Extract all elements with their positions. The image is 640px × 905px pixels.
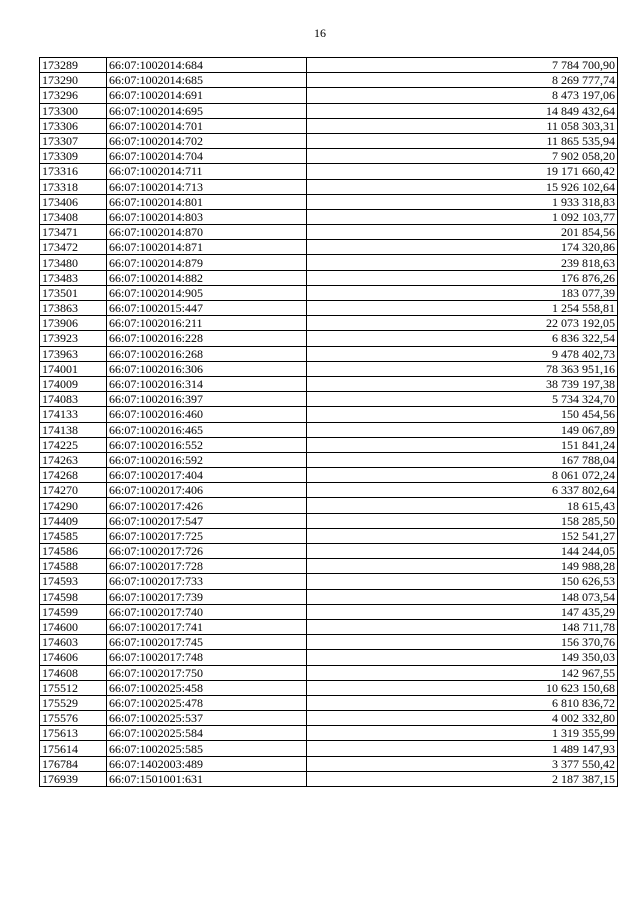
row-id-cell: 175576 [40,711,107,726]
row-id-cell: 174001 [40,361,107,376]
row-id-cell: 174009 [40,376,107,391]
row-id-cell: 173471 [40,225,107,240]
table-row [40,255,618,270]
table-row [40,650,618,665]
row-id-cell: 173501 [40,285,107,300]
cadastral-number-cell: 66:07:1002016:306 [107,361,307,376]
cadastral-number-cell: 66:07:1002017:547 [107,513,307,528]
table-row [40,164,618,179]
value-cell: 144 244,05 [307,544,618,559]
value-cell: 18 615,43 [307,498,618,513]
cadastral-number-cell: 66:07:1002014:882 [107,270,307,285]
value-cell: 5 734 324,70 [307,392,618,407]
data-table [39,57,618,787]
table-row [40,103,618,118]
value-cell: 78 363 951,16 [307,361,618,376]
value-cell: 3 377 550,42 [307,756,618,771]
cadastral-number-cell: 66:07:1002014:871 [107,240,307,255]
row-id-cell: 174585 [40,528,107,543]
cadastral-number-cell: 66:07:1002014:685 [107,73,307,88]
value-cell: 11 865 535,94 [307,133,618,148]
table-row [40,437,618,452]
table-row [40,194,618,209]
row-id-cell: 174606 [40,650,107,665]
row-id-cell: 174225 [40,437,107,452]
value-cell: 7 784 700,90 [307,58,618,73]
table-row [40,179,618,194]
value-cell: 150 454,56 [307,407,618,422]
table-row [40,544,618,559]
value-cell: 1 933 318,83 [307,194,618,209]
table-row [40,559,618,574]
value-cell: 2 187 387,15 [307,771,618,786]
table-row [40,574,618,589]
table-row [40,73,618,88]
table-row [40,361,618,376]
cadastral-number-cell: 66:07:1002017:406 [107,483,307,498]
cadastral-number-cell: 66:07:1002016:314 [107,376,307,391]
table-row [40,741,618,756]
row-id-cell: 176939 [40,771,107,786]
value-cell: 7 902 058,20 [307,149,618,164]
value-cell: 149 988,28 [307,559,618,574]
table-row [40,133,618,148]
table-row [40,483,618,498]
value-cell: 11 058 303,31 [307,118,618,133]
value-cell: 151 841,24 [307,437,618,452]
table-row [40,422,618,437]
value-cell: 152 541,27 [307,528,618,543]
table-row [40,225,618,240]
table-row [40,88,618,103]
row-id-cell: 175512 [40,680,107,695]
table-row [40,726,618,741]
table-row [40,376,618,391]
value-cell: 167 788,04 [307,452,618,467]
row-id-cell: 173290 [40,73,107,88]
value-cell: 22 073 192,05 [307,316,618,331]
row-id-cell: 173296 [40,88,107,103]
cadastral-number-cell: 66:07:1002014:684 [107,58,307,73]
value-cell: 4 002 332,80 [307,711,618,726]
table-row [40,513,618,528]
cadastral-number-cell: 66:07:1002016:460 [107,407,307,422]
row-id-cell: 173318 [40,179,107,194]
cadastral-number-cell: 66:07:1002015:447 [107,301,307,316]
row-id-cell: 174600 [40,619,107,634]
table-row [40,270,618,285]
row-id-cell: 173316 [40,164,107,179]
row-id-cell: 174270 [40,483,107,498]
value-cell: 15 926 102,64 [307,179,618,194]
cadastral-number-cell: 66:07:1002017:741 [107,619,307,634]
value-cell: 6 337 802,64 [307,483,618,498]
cadastral-number-cell: 66:07:1002016:552 [107,437,307,452]
cadastral-number-cell: 66:07:1002017:740 [107,604,307,619]
row-id-cell: 174593 [40,574,107,589]
value-cell: 148 073,54 [307,589,618,604]
cadastral-number-cell: 66:07:1002025:537 [107,711,307,726]
cadastral-number-cell: 66:07:1501001:631 [107,771,307,786]
value-cell: 1 254 558,81 [307,301,618,316]
table-row [40,240,618,255]
value-cell: 150 626,53 [307,574,618,589]
value-cell: 239 818,63 [307,255,618,270]
cadastral-number-cell: 66:07:1002016:211 [107,316,307,331]
cadastral-number-cell: 66:07:1002017:748 [107,650,307,665]
value-cell: 10 623 150,68 [307,680,618,695]
row-id-cell: 173906 [40,316,107,331]
table-row [40,118,618,133]
table-row [40,452,618,467]
table-row [40,58,618,73]
table-row [40,695,618,710]
row-id-cell: 174263 [40,452,107,467]
cadastral-number-cell: 66:07:1002016:268 [107,346,307,361]
row-id-cell: 174290 [40,498,107,513]
cadastral-number-cell: 66:07:1002014:879 [107,255,307,270]
table-row [40,771,618,786]
table-row [40,149,618,164]
value-cell: 201 854,56 [307,225,618,240]
cadastral-number-cell: 66:07:1002025:458 [107,680,307,695]
table-row [40,756,618,771]
table-body [40,58,618,787]
row-id-cell: 173863 [40,301,107,316]
row-id-cell: 173307 [40,133,107,148]
row-id-cell: 174598 [40,589,107,604]
row-id-cell: 174603 [40,635,107,650]
cadastral-number-cell: 66:07:1002014:695 [107,103,307,118]
cadastral-number-cell: 66:07:1002017:733 [107,574,307,589]
cadastral-number-cell: 66:07:1002025:478 [107,695,307,710]
value-cell: 1 319 355,99 [307,726,618,741]
table-row [40,392,618,407]
row-id-cell: 173483 [40,270,107,285]
cadastral-number-cell: 66:07:1002025:584 [107,726,307,741]
value-cell: 148 711,78 [307,619,618,634]
cadastral-number-cell: 66:07:1002017:404 [107,468,307,483]
table-row [40,498,618,513]
row-id-cell: 173408 [40,209,107,224]
cadastral-number-cell: 66:07:1002017:726 [107,544,307,559]
value-cell: 142 967,55 [307,665,618,680]
value-cell: 14 849 432,64 [307,103,618,118]
row-id-cell: 173406 [40,194,107,209]
row-id-cell: 173963 [40,346,107,361]
row-id-cell: 173300 [40,103,107,118]
table-row [40,346,618,361]
table-row [40,407,618,422]
value-cell: 8 061 072,24 [307,468,618,483]
value-cell: 6 836 322,54 [307,331,618,346]
value-cell: 174 320,86 [307,240,618,255]
row-id-cell: 174608 [40,665,107,680]
cadastral-number-cell: 66:07:1002014:691 [107,88,307,103]
value-cell: 1 489 147,93 [307,741,618,756]
table-row [40,331,618,346]
row-id-cell: 174138 [40,422,107,437]
value-cell: 19 171 660,42 [307,164,618,179]
cadastral-number-cell: 66:07:1002014:905 [107,285,307,300]
table-row [40,680,618,695]
cadastral-number-cell: 66:07:1002016:228 [107,331,307,346]
cadastral-number-cell: 66:07:1002016:592 [107,452,307,467]
row-id-cell: 174268 [40,468,107,483]
row-id-cell: 176784 [40,756,107,771]
cadastral-number-cell: 66:07:1002014:870 [107,225,307,240]
row-id-cell: 173923 [40,331,107,346]
value-cell: 1 092 103,77 [307,209,618,224]
row-id-cell: 175529 [40,695,107,710]
table-row [40,604,618,619]
table-row [40,528,618,543]
value-cell: 158 285,50 [307,513,618,528]
row-id-cell: 173480 [40,255,107,270]
cadastral-number-cell: 66:07:1002014:801 [107,194,307,209]
cadastral-number-cell: 66:07:1002014:803 [107,209,307,224]
table-row [40,316,618,331]
row-id-cell: 173306 [40,118,107,133]
row-id-cell: 173289 [40,58,107,73]
cadastral-number-cell: 66:07:1002016:465 [107,422,307,437]
table-row [40,635,618,650]
value-cell: 9 478 402,73 [307,346,618,361]
row-id-cell: 174083 [40,392,107,407]
row-id-cell: 173472 [40,240,107,255]
table-row [40,285,618,300]
cadastral-number-cell: 66:07:1002014:702 [107,133,307,148]
cadastral-number-cell: 66:07:1002017:739 [107,589,307,604]
row-id-cell: 175613 [40,726,107,741]
cadastral-number-cell: 66:07:1002025:585 [107,741,307,756]
cadastral-number-cell: 66:07:1002017:745 [107,635,307,650]
cadastral-number-cell: 66:07:1002017:750 [107,665,307,680]
page-number: 16 [314,26,326,40]
value-cell: 6 810 836,72 [307,695,618,710]
value-cell: 147 435,29 [307,604,618,619]
value-cell: 38 739 197,38 [307,376,618,391]
cadastral-number-cell: 66:07:1002017:426 [107,498,307,513]
table-row [40,209,618,224]
row-id-cell: 173309 [40,149,107,164]
cadastral-number-cell: 66:07:1002016:397 [107,392,307,407]
cadastral-number-cell: 66:07:1002017:725 [107,528,307,543]
cadastral-number-cell: 66:07:1002014:701 [107,118,307,133]
row-id-cell: 175614 [40,741,107,756]
row-id-cell: 174409 [40,513,107,528]
cadastral-number-cell: 66:07:1002017:728 [107,559,307,574]
row-id-cell: 174586 [40,544,107,559]
table-row [40,301,618,316]
row-id-cell: 174133 [40,407,107,422]
cadastral-number-cell: 66:07:1002014:711 [107,164,307,179]
value-cell: 149 350,03 [307,650,618,665]
table-row [40,665,618,680]
row-id-cell: 174588 [40,559,107,574]
value-cell: 156 370,76 [307,635,618,650]
value-cell: 8 473 197,06 [307,88,618,103]
table-row [40,589,618,604]
value-cell: 8 269 777,74 [307,73,618,88]
cadastral-number-cell: 66:07:1002014:713 [107,179,307,194]
table-row [40,711,618,726]
row-id-cell: 174599 [40,604,107,619]
table-row [40,468,618,483]
cadastral-number-cell: 66:07:1402003:489 [107,756,307,771]
value-cell: 176 876,26 [307,270,618,285]
cadastral-number-cell: 66:07:1002014:704 [107,149,307,164]
value-cell: 149 067,89 [307,422,618,437]
table-row [40,619,618,634]
value-cell: 183 077,39 [307,285,618,300]
